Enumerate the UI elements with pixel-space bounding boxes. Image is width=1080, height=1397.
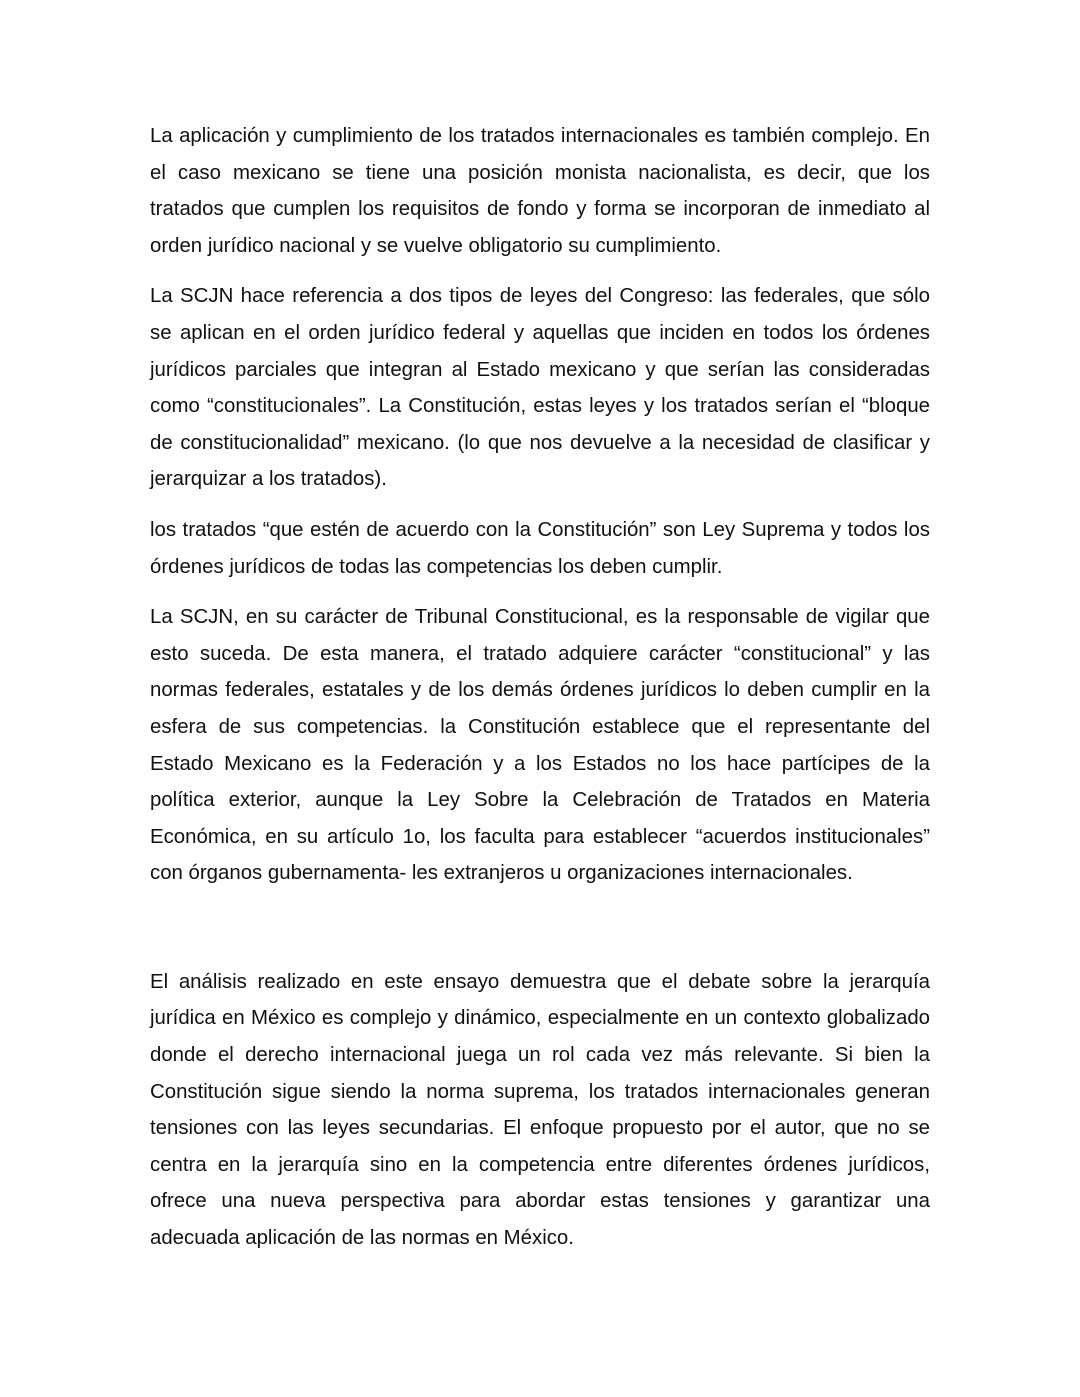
paragraph-treaty-application: La aplicación y cumplimiento de los tratados internacionales es también complejo. En el caso mexicano se tiene una posición monista nacionalista, es decir, que los tratados que cumplen los requisitos de fondo y forma se incorporan de inmediato al orden jurídico nacional y se vuelve obligatorio su cumplimiento. (150, 125, 930, 257)
paragraph-supreme-law: los tratados “que estén de acuerdo con la Constitución” son Ley Suprema y todos los órdenes jurídicos de todas las competencias los deben cumplir. (150, 518, 930, 578)
document-page (150, 118, 930, 1271)
paragraph-conclusion: El análisis realizado en este ensayo demuestra que el debate sobre la jerarquía jurídica en México es complejo y dinámico, especialmente en un contexto globalizado donde el derecho internacional juega un rol cada vez más relevante. Si bien la Constitución sigue siendo la norma suprema, los tratados internacionales generan tensiones con las leyes secundarias. El enfoque propuesto por el autor, que no se centra en la jerarquía sino en la competencia entre diferentes órdenes jurídicos, ofrece una nueva perspectiva para abordar estas tensiones y garantizar una adecuada aplicación de las normas en México. (150, 970, 930, 1250)
paragraph-constitutional-tribunal: La SCJN, en su carácter de Tribunal Constitucional, es la responsable de vigilar que esto suceda. De esta manera, el tratado adquiere carácter “constitucional” y las normas federales, estatales y de los demás órdenes jurídicos lo deben cumplir en la esfera de sus competencias. la Constitución establece que el representante del Estado Mexicano es la Federación y a los Estados no los hace partícipes de la política exterior, aunque la Ley Sobre la Celebración de Tratados en Materia Económica, en su artículo 1o, los faculta para establecer “acuerdos institucionales” con órganos gubernamenta- les extranjeros u organizaciones internacionales. (150, 606, 930, 885)
paragraph-congress-laws: La SCJN hace referencia a dos tipos de leyes del Congreso: las federales, que sólo se aplican en el orden jurídico federal y aquellas que inciden en todos los órdenes jurídicos parciales que integran al Estado mexicano y que serían las consideradas como “constitucionales”. La Constitución, estas leyes y los tratados serían el “bloque de constitucionalidad” mexicano. (lo que nos devuelve a la necesidad de clasificar y jerarquizar a los tratados). (150, 285, 930, 491)
